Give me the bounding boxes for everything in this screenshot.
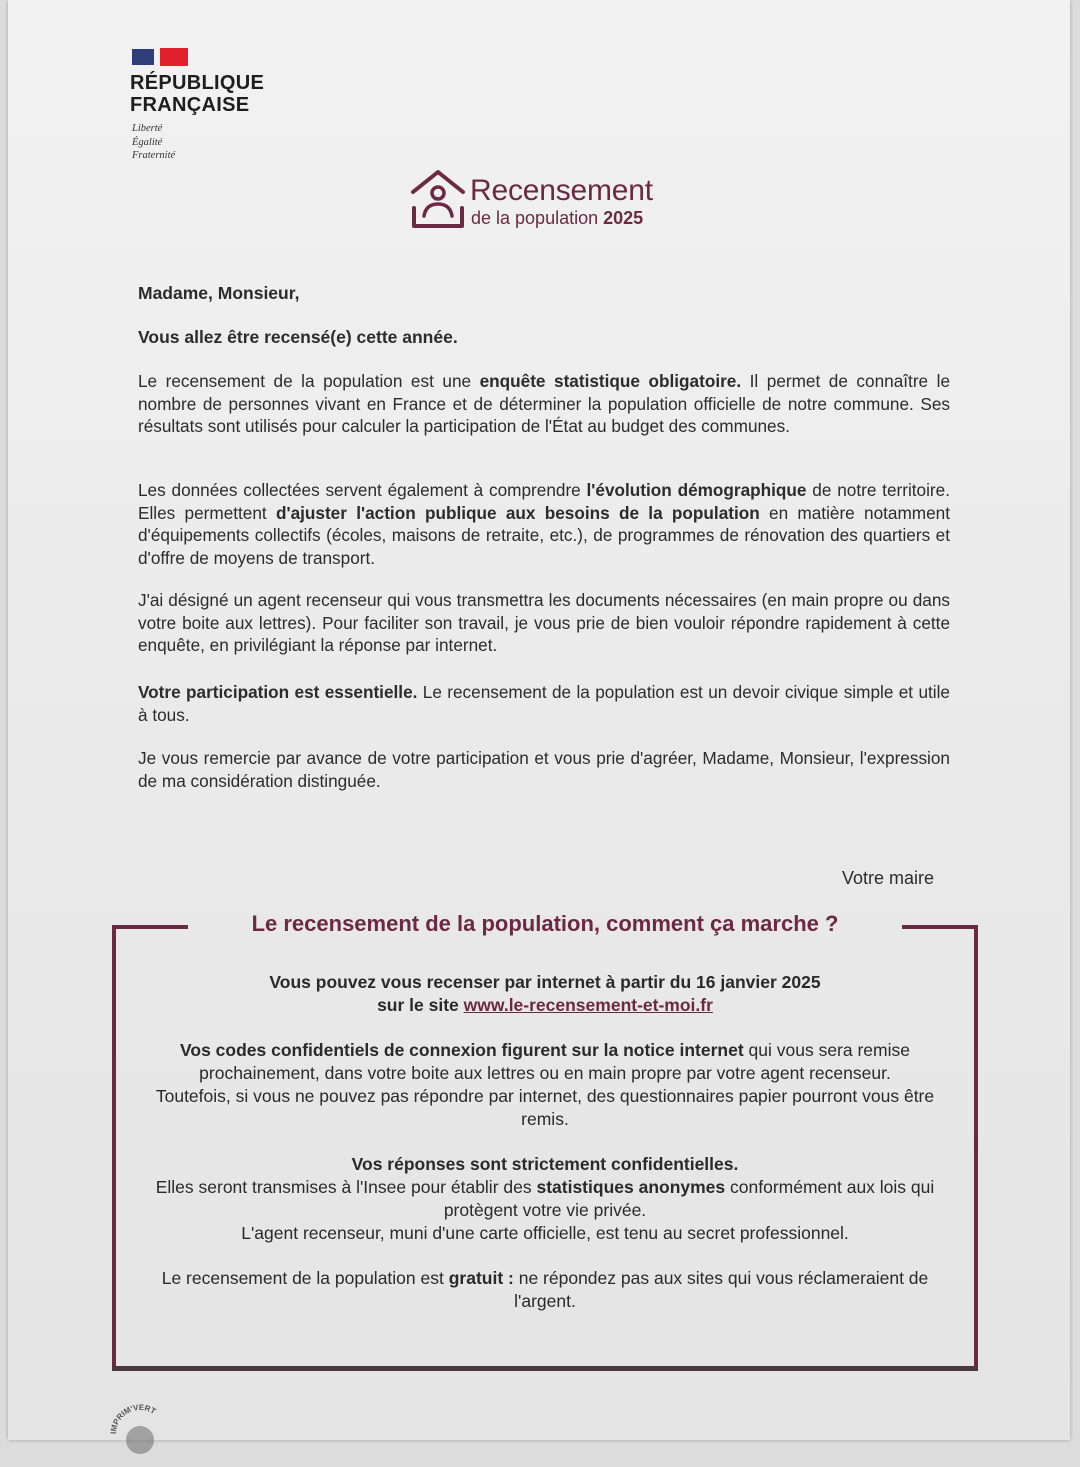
recensement-subtitle: de la population 2025 bbox=[471, 208, 644, 228]
paragraph-1: Le recensement de la population est une enquête statistique obligatoire. Il permet de connaître le nombre de personnes vivant en France et de déterminer la population officielle de notre commune. Ses résultats sont utilisés pour calculer la participation de l'État au budget des communes. bbox=[138, 371, 951, 436]
paragraph-4: Votre participation est essentielle. Le recensement de la population est un devoir civique simple et utile à tous. bbox=[138, 682, 950, 725]
internet-info: Vous pouvez vous recenser par internet à partir du 16 janvier 2025 sur le site www.le-recensement-et-moi.fr bbox=[269, 972, 821, 1015]
svg-text:IMPRIM'VERT: IMPRIM'VERT bbox=[108, 1402, 158, 1435]
codes-info: Vos codes confidentiels de connexion figurent sur la notice internet qui vous sera remise prochainement, dans votre boite aux lettres ou en main propre par votre agent recenseur. Toutefois, si vous ne pouvez pas répondre par internet, des questionnaires papier pourront vous être remis. bbox=[155, 1040, 935, 1129]
free-info: Le recensement de la population est gratuit : ne répondez pas aux sites qui vous réclameraient de l'argent. bbox=[161, 1268, 929, 1311]
intro: Vous allez être recensé(e) cette année. bbox=[138, 327, 458, 347]
census-website-link[interactable]: www.le-recensement-et-moi.fr bbox=[463, 995, 713, 1015]
recensement-title: Recensement bbox=[470, 174, 653, 207]
info-box bbox=[112, 911, 978, 1371]
info-box-title: Le recensement de la population, comment ça marche ? bbox=[251, 911, 839, 936]
recensement-logo bbox=[410, 168, 680, 234]
paragraph-5: Je vous remercie par avance de votre participation et vous prie d'agréer, Madame, Monsieur, l'expression de ma considération distinguée. bbox=[138, 748, 950, 791]
paragraph-3: J'ai désigné un agent recenseur qui vous transmettra les documents nécessaires (en main propre ou dans votre boite aux lettres). Pour faciliter son travail, je vous prie de bien vouloir répondre rapidement à cette enquête, en privilégiant la réponse par internet. bbox=[138, 590, 950, 655]
signature: Votre maire bbox=[841, 868, 934, 888]
info-box-body bbox=[132, 971, 958, 1335]
marianne-flag-icon bbox=[130, 46, 188, 68]
republique-francaise-text: RÉPUBLIQUE FRANÇAISE bbox=[130, 72, 265, 116]
confidentiality-info: Vos réponses sont strictement confidentielles. Elles seront transmises à l'Insee pour établir des statistiques anonymes conformément aux lois qui protègent votre vie privée. L'agent recenseur, muni d'une carte officielle, est tenu au secret professionnel. bbox=[155, 1154, 935, 1243]
motto: Liberté Égalité Fraternité bbox=[132, 123, 176, 161]
letter-page bbox=[8, 0, 1070, 1440]
imprim-vert-logo bbox=[108, 1398, 172, 1462]
greeting: Madame, Monsieur, bbox=[138, 283, 300, 303]
paragraph-2: Les données collectées servent également à comprendre l'évolution démographique de notre territoire. Elles permettent d'ajuster l'action publique aux besoins de la population en matière notamment d'équipements collectifs (écoles, maisons de retraite, etc.), de programmes de rénovation des quartiers et d'offre de moyens de transport. bbox=[138, 480, 950, 568]
house-person-icon bbox=[410, 168, 466, 232]
